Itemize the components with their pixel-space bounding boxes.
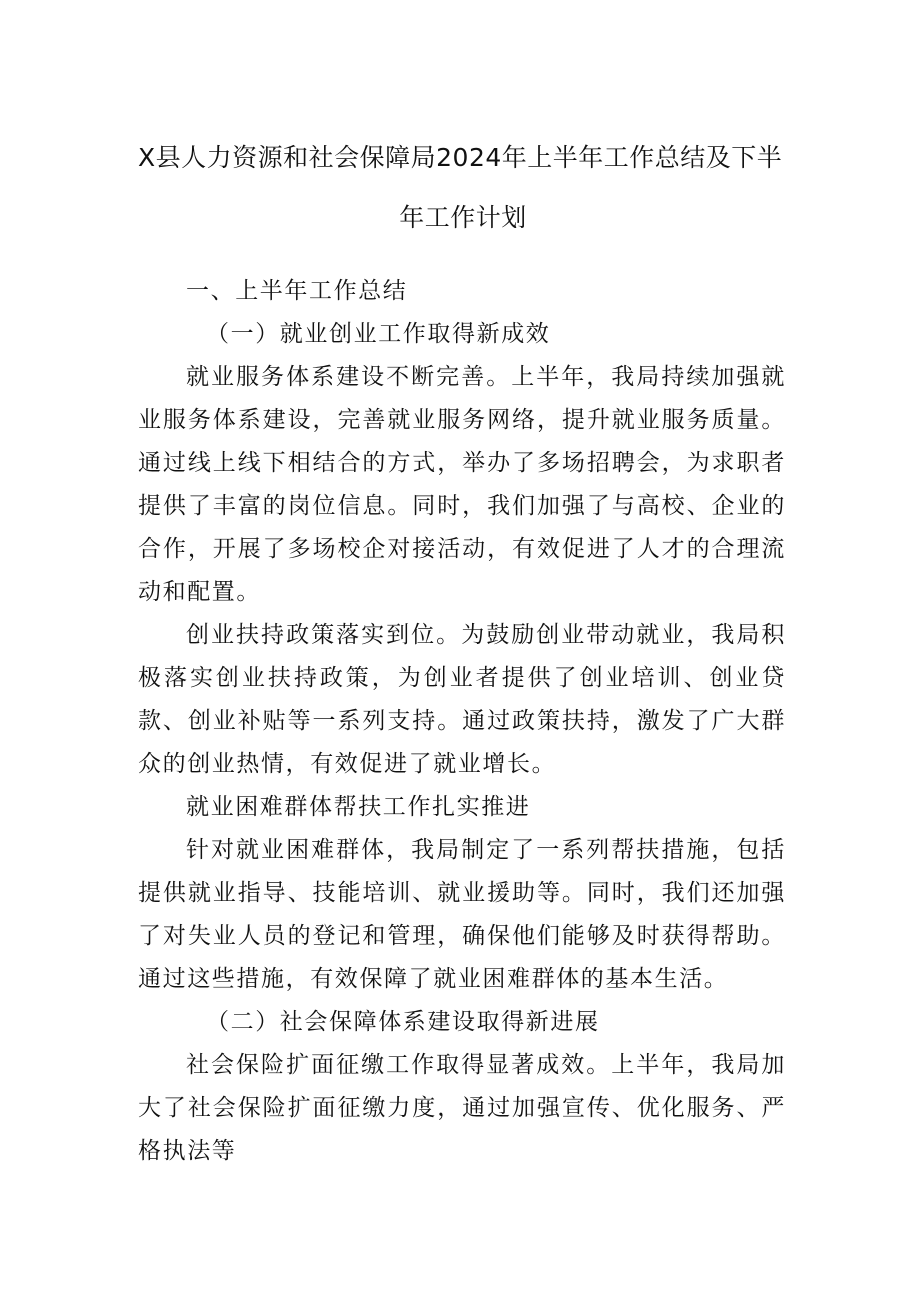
paragraph-employment-service: 就业服务体系建设不断完善。上半年，我局持续加强就业服务体系建设，完善就业服务网络，提升就业服务质量。通过线上线下相结合的方式，举办了多场招聘会，为求职者提供了丰富的岗位信息。同时，我们加强了与高校、企业的合作，开展了多场校企对接活动，有效促进了人才的合理流动和配置。 (138, 364, 786, 605)
section-heading-1: 一、上半年工作总结 (186, 278, 408, 304)
subsection-heading-1: （一）就业创业工作取得新成效 (206, 321, 551, 347)
subsection-heading-2: （二）社会保障体系建设取得新进展 (206, 1009, 600, 1035)
document-body (138, 270, 786, 1173)
paragraph-difficult-groups: 针对就业困难群体，我局制定了一系列帮扶措施，包括提供就业指导、技能培训、就业援助等。同时，我们还加强了对失业人员的登记和管理，确保他们能够及时获得帮助。通过这些措施，有效保障了就业困难群体的基本生活。 (138, 837, 786, 992)
paragraph-difficult-groups-heading: 就业困难群体帮扶工作扎实推进 (186, 794, 531, 820)
paragraph-social-insurance: 社会保险扩面征缴工作取得显著成效。上半年，我局加大了社会保险扩面征缴力度，通过加强宣传、优化服务、严格执法等 (138, 1052, 786, 1164)
document-title-line-1: X县人力资源和社会保障局2024年上半年工作总结及下半 (138, 143, 783, 172)
document-title-line-2: 年工作计划 (399, 203, 527, 232)
paragraph-entrepreneurship: 创业扶持政策落实到位。为鼓励创业带动就业，我局积极落实创业扶持政策，为创业者提供了创业培训、创业贷款、创业补贴等一系列支持。通过政策扶持，激发了广大群众的创业热情，有效促进了就业增长。 (138, 622, 786, 777)
